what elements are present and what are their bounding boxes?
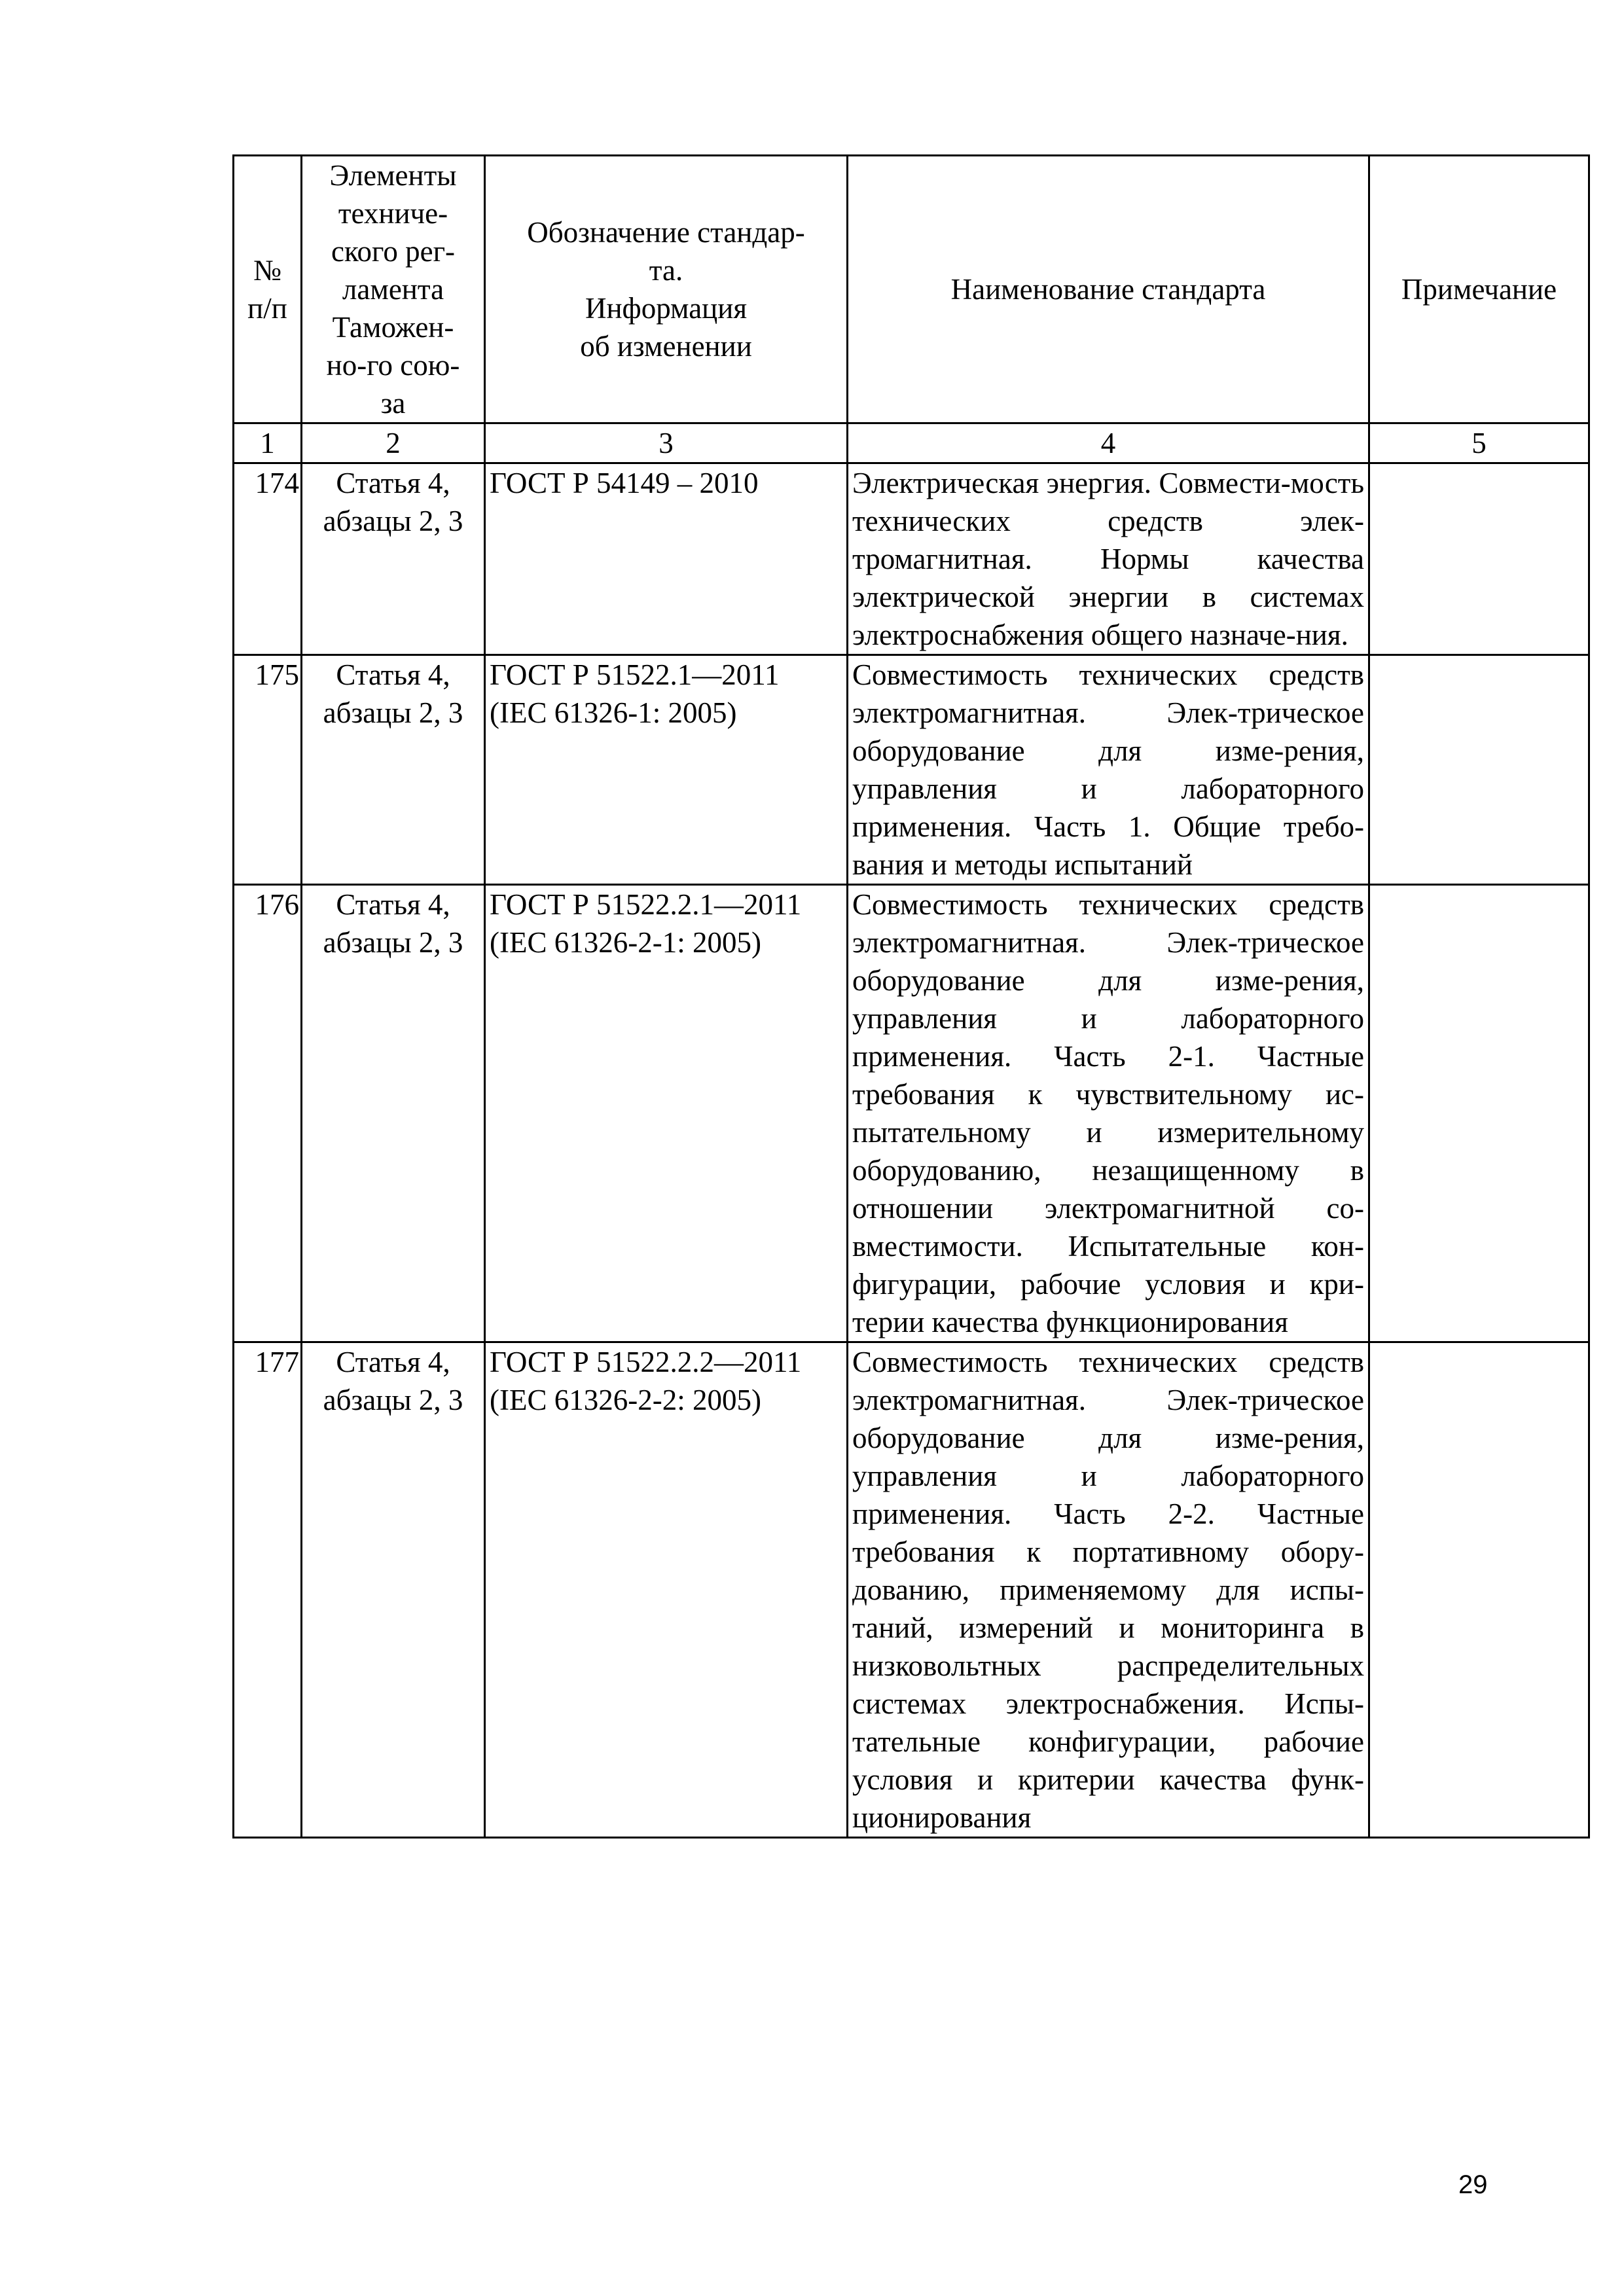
standard-name: Совместимость технических средств электромагнитная. Элек-трическое оборудование для изме-рения, управления и лабораторного применения. Часть 2-1. Частные требования к чувствительному ис-пытательному и измерительному оборудованию, незащищенному в отношении электромагнитной со-вместимости. Испытательные кон-фигурации, рабочие условия и кри-терии качества функционирования	[848, 885, 1369, 1342]
standards-table	[232, 154, 1590, 1839]
header-note: Примечание	[1369, 156, 1589, 423]
note	[1369, 885, 1589, 1342]
standard-designation: ГОСТ Р 51522.2.2—2011 (IEC 61326-2-2: 2005)	[485, 1342, 848, 1838]
regulation-element: Статья 4, абзацы 2, 3	[302, 655, 485, 885]
table-header-row	[234, 156, 1589, 423]
column-number: 3	[485, 423, 848, 463]
row-number: 176	[234, 885, 302, 1342]
regulation-element: Статья 4, абзацы 2, 3	[302, 1342, 485, 1838]
standard-name: Электрическая энергия. Совмести-мость технических средств элек-тромагнитная. Нормы качества электрической энергии в системах электроснабжения общего назначе-ния.	[848, 463, 1369, 655]
header-standard-name: Наименование стандарта	[848, 156, 1369, 423]
table-row	[234, 463, 1589, 655]
note	[1369, 655, 1589, 885]
header-regulation-elements: Элементы техниче- ского рег- ламента Таможен- но-го сою- за	[302, 156, 485, 423]
column-number: 1	[234, 423, 302, 463]
column-number: 2	[302, 423, 485, 463]
regulation-element: Статья 4, абзацы 2, 3	[302, 885, 485, 1342]
standard-name: Совместимость технических средств электромагнитная. Элек-трическое оборудование для изме-рения, управления и лабораторного применения. Часть 1. Общие требо-вания и методы испытаний	[848, 655, 1369, 885]
page-number: 29	[1458, 2170, 1488, 2199]
standard-designation: ГОСТ Р 51522.2.1—2011 (IEC 61326-2-1: 2005)	[485, 885, 848, 1342]
table-row	[234, 1342, 1589, 1838]
column-number: 5	[1369, 423, 1589, 463]
column-numbers-row	[234, 423, 1589, 463]
standard-designation: ГОСТ Р 54149 – 2010	[485, 463, 848, 655]
table-row	[234, 885, 1589, 1342]
column-number: 4	[848, 423, 1369, 463]
note	[1369, 463, 1589, 655]
regulation-element: Статья 4, абзацы 2, 3	[302, 463, 485, 655]
row-number: 174	[234, 463, 302, 655]
header-standard-designation: Обозначение стандар- та. Информация об изменении	[485, 156, 848, 423]
table-row	[234, 655, 1589, 885]
row-number: 175	[234, 655, 302, 885]
standard-designation: ГОСТ Р 51522.1—2011 (IEC 61326-1: 2005)	[485, 655, 848, 885]
note	[1369, 1342, 1589, 1838]
standard-name: Совместимость технических средств электромагнитная. Элек-трическое оборудование для изме-рения, управления и лабораторного применения. Часть 2-2. Частные требования к портативному обору-дованию, применяемому для испы-таний, измерений и мониторинга в низковольтных распределительных системах электроснабжения. Испы-тательные конфигурации, рабочие условия и критерии качества функ-ционирования	[848, 1342, 1369, 1838]
header-row-number: № п/п	[234, 156, 302, 423]
row-number: 177	[234, 1342, 302, 1838]
